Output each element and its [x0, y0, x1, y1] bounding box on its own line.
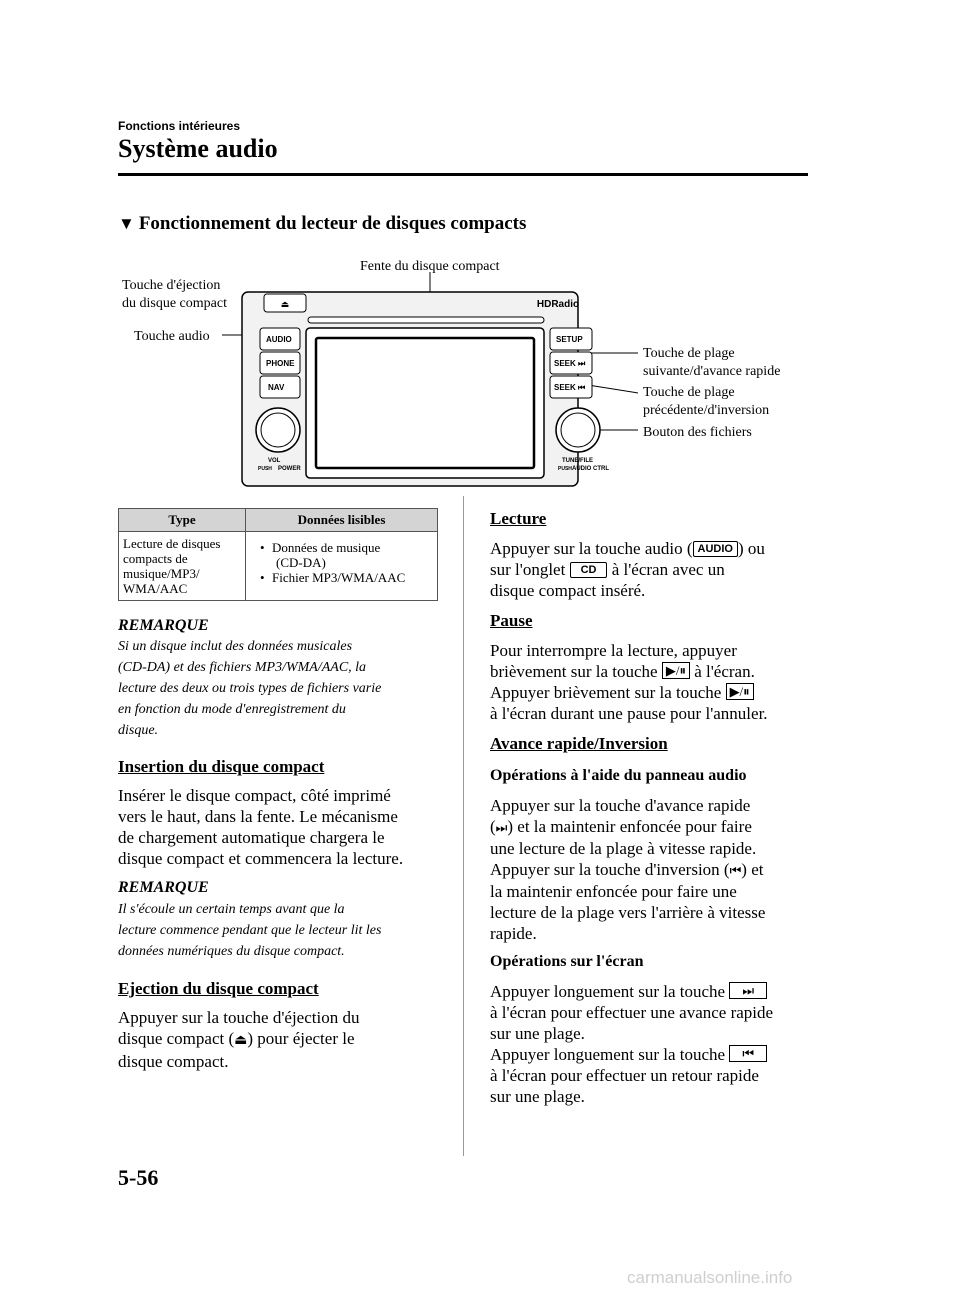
hd-radio-logo: HDRadio	[536, 299, 580, 310]
callout-slot: Fente du disque compact	[360, 259, 500, 274]
seek-prev-button-label: SEEK ⏮	[554, 383, 586, 392]
tune-file-knob	[556, 408, 600, 452]
play-pause-icon: ▶/⏸	[662, 662, 690, 679]
prev-track-icon: ⏮	[729, 863, 742, 878]
phone-button-label: PHONE	[266, 359, 295, 368]
table-row	[119, 532, 438, 601]
lecture-heading: Lecture	[490, 509, 547, 528]
seek-next-button-label: SEEK ⏭	[554, 359, 586, 368]
watermark: carmanualsonline.info	[627, 1268, 793, 1287]
play-pause-icon: ▶/⏸	[726, 683, 754, 700]
table-cell-data	[246, 532, 438, 601]
power-label: POWER	[278, 466, 301, 472]
nav-button-label: NAV	[268, 383, 285, 392]
vol-label: VOL	[268, 458, 281, 464]
tune-push-label: PUSH	[558, 466, 572, 472]
callout-files: Bouton des fichiers	[643, 425, 752, 440]
insert-text: Insérer le disque compact, côté imprimé vers le haut, dans la fente. Le mécanisme de chargement automatique chargera le disque compact et commencera la lecture.	[118, 786, 404, 868]
screen-text: Appuyer longuement sur la touche ⏭ à l'écran pour effectuer une avance rapide sur une plage. Appuyer longuement sur la touche ⏮ à l'écran pour effectuer un retour rapide sur une plage.	[490, 982, 774, 1106]
callout-eject: Touche d'éjection du disque compact	[122, 278, 227, 311]
audio-button-label: AUDIO	[266, 335, 292, 344]
volume-knob	[256, 408, 300, 452]
remark-1-text: Si un disque inclut des données musicales (CD-DA) et des fichiers MP3/WMA/AAC, la lecture des deux ou trois types de fichiers varie en fonction du mode d'enregistrement du disque.	[118, 639, 382, 738]
callout-next: Touche de plage suivante/d'avance rapide	[643, 346, 781, 379]
remark-2-title: REMARQUE	[118, 879, 209, 896]
eject-text: Appuyer sur la touche d'éjection du disque compact (⏏) pour éjecter le disque compact.	[118, 1008, 360, 1071]
tune-file-label: TUNE/FILE	[562, 458, 593, 464]
section-title-text: Fonctionnement du lecteur de disques compacts	[138, 213, 527, 234]
eject-icon: ⏏	[234, 1033, 248, 1048]
lecture-text: Appuyer sur la touche audio ( AUDIO ) ou sur l'onglet CD à l'écran avec un disque compact inséré.	[490, 539, 765, 600]
setup-button-label: SETUP	[556, 335, 583, 344]
page-title: Système audio	[118, 134, 278, 163]
next-track-icon: ⏭	[495, 820, 508, 835]
ff-heading: Avance rapide/Inversion	[490, 734, 668, 753]
triangle-icon: ▼	[118, 214, 135, 233]
table-cell-type: Lecture de disques compacts de musique/MP3/ WMA/AAC	[119, 532, 246, 601]
table-header-data: Données lisibles	[246, 509, 438, 532]
section-title	[118, 213, 526, 235]
table-header-type: Type	[119, 509, 246, 532]
page-number: 5-56	[118, 1165, 159, 1190]
column-divider	[463, 496, 464, 1156]
prev-track-icon: ⏮	[729, 1045, 767, 1062]
callout-audio: Touche audio	[134, 329, 210, 344]
panel-text: Appuyer sur la touche d'avance rapide (⏭) et la maintenir enfoncée pour faire une lecture de la plage à vitesse rapide. Appuyer sur la touche d'inversion (⏮) et la maintenir enfoncée pour faire une lecture de la plage vers l'arrière à vitesse rapide.	[490, 796, 766, 943]
pause-heading: Pause	[490, 611, 533, 630]
eject-heading: Ejection du disque compact	[118, 979, 319, 998]
list-item: • Données de musique (CD-DA)	[258, 540, 433, 570]
list-item: • Fichier MP3/WMA/AAC	[258, 570, 433, 585]
next-track-icon: ⏭	[729, 982, 767, 999]
callout-prev: Touche de plage précédente/d'inversion	[643, 385, 770, 418]
panel-subheading: Opérations à l'aide du panneau audio	[490, 767, 747, 784]
pause-text: Pour interrompre la lecture, appuyer brièvement sur la touche ▶/⏸ à l'écran. Appuyer brièvement sur la touche ▶/⏸ à l'écran durant une pause pour l'annuler.	[490, 641, 768, 723]
insert-heading: Insertion du disque compact	[118, 757, 325, 776]
readable-data-table	[118, 508, 438, 601]
vol-push-label: PUSH	[258, 466, 272, 472]
screen-subheading: Opérations sur l'écran	[490, 953, 644, 970]
svg-text:⏏: ⏏	[280, 299, 290, 309]
header-rule	[118, 173, 808, 176]
cd-tab-glyph: CD	[570, 562, 608, 578]
chapter-label: Fonctions intérieures	[118, 119, 241, 133]
remark-2-text: Il s'écoule un certain temps avant que la lecture commence pendant que le lecteur lit les données numériques du disque compact.	[118, 902, 382, 959]
remark-1-title: REMARQUE	[118, 617, 209, 634]
audio-key-glyph: AUDIO	[693, 541, 738, 557]
audio-ctrl-label: AUDIO CTRL	[572, 466, 609, 472]
